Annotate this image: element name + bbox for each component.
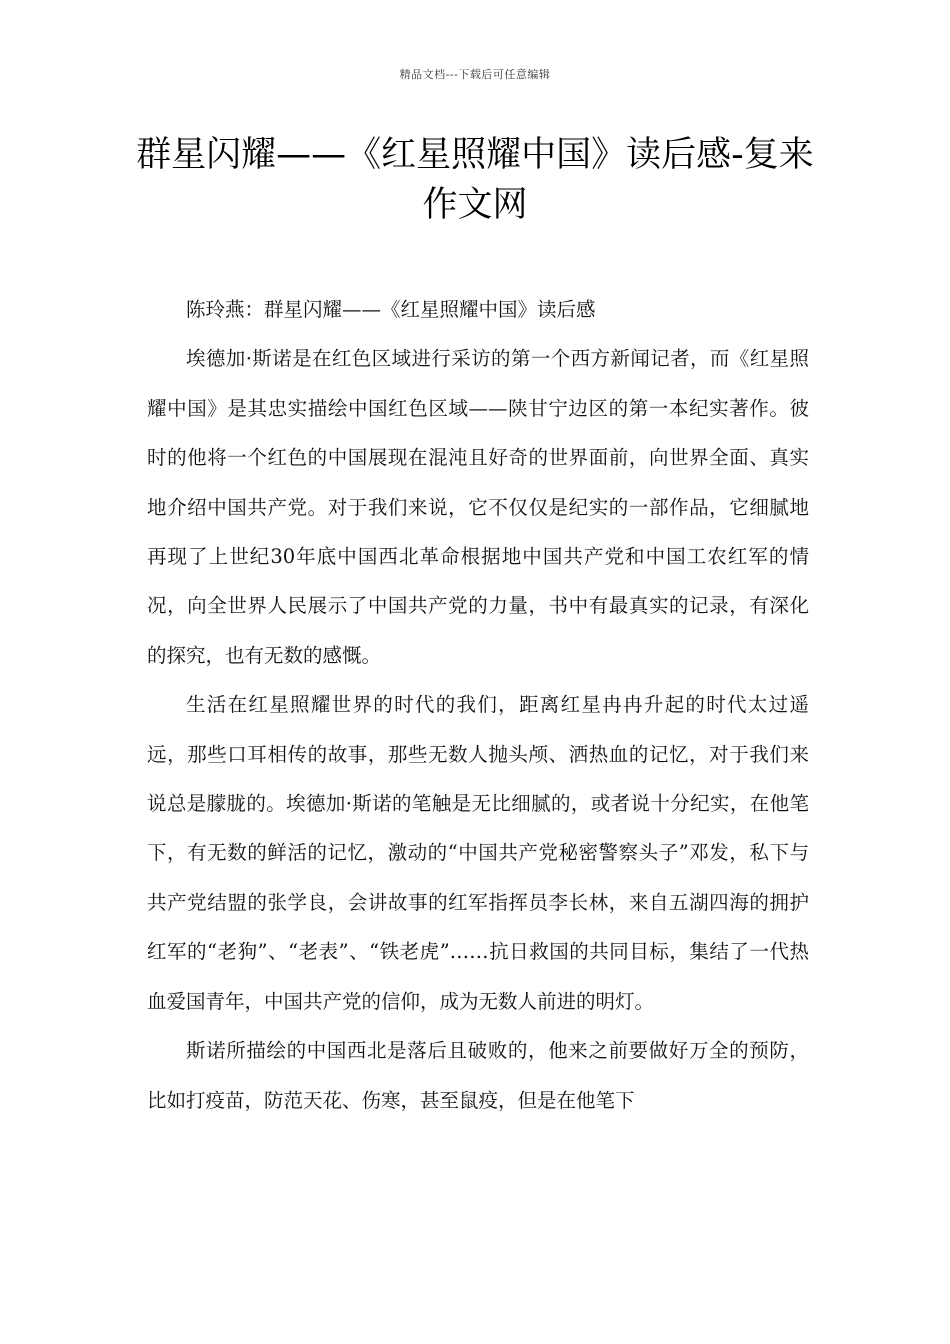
header-note: 精品文档---下载后可任意编辑 xyxy=(399,68,551,81)
paragraph: 生活在红星照耀世界的时代的我们，距离红星冉冉升起的时代太过遥远，那些口耳相传的故事，那些无数人抛头颅、洒热血的记忆，对于我们来说总是朦胧的。埃德加·斯诺的笔触是无比细腻的，或者说十分纪实，在他笔下，有无数的鲜活的记忆，激动的“中国共产党秘密警察头子”邓发，私下与共产党结盟的张学良，会讲故事的红军指挥员李长林，来自五湖四海的拥护红军的“老狗”、“老表”、“铁老虎”……抗日救国的共同目标，集结了一代热血爱国青年，中国共产党的信仰，成为无数人前进的明灯。 xyxy=(147,693,809,1013)
paragraph: 埃德加·斯诺是在红色区域进行采访的第一个西方新闻记者，而《红星照耀中国》是其忠实描绘中国红色区域——陕甘宁边区的第一本纪实著作。彼时的他将一个红色的中国展现在混沌且好奇的世界面前，向世界全面、真实地介绍中国共产党。对于我们来说，它不仅仅是纪实的一部作品，它细腻地再现了上世纪30年底中国西北革命根据地中国共产党和中国工农红军的情况，向全世界人民展示了中国共产党的力量，书中有最真实的记录，有深化的探究，也有无数的感慨。 xyxy=(147,347,809,667)
document-title: 群星闪耀——《红星照耀中国》读后感-复来作文网 xyxy=(136,135,814,225)
paragraph-author-line: 陈玲燕：群星闪耀——《红星照耀中国》读后感 xyxy=(186,298,596,321)
document-body xyxy=(147,285,809,1125)
paragraph: 斯诺所描绘的中国西北是落后且破败的，他来之前要做好万全的预防，比如打疫苗，防范天花、伤寒，甚至鼠疫，但是在他笔下 xyxy=(147,1039,809,1112)
